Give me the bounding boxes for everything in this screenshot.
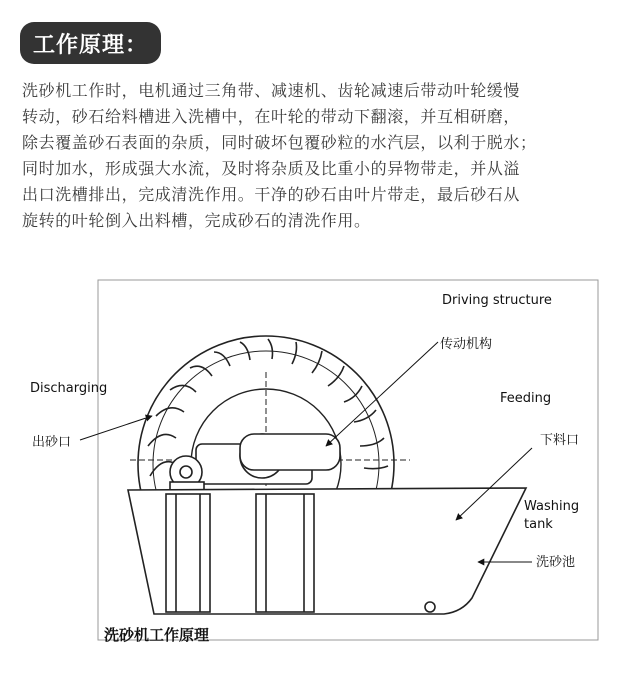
description-line: 除去覆盖砂石表面的杂质，同时破坏包覆砂粒的水汽层，以利于脱水； <box>22 133 537 152</box>
label-washing: Washing <box>524 499 580 514</box>
description-line: 转动，砂石给料槽进入洗槽中，在叶轮的带动下翻滚，并互相研磨， <box>22 107 521 126</box>
description-line: 出口洗槽排出，完成清洗作用。干净的砂石由叶片带走，最后砂石从 <box>22 185 521 204</box>
label-washing-tank-cn: 洗砂池 <box>536 555 576 570</box>
arrow-driving <box>326 342 438 446</box>
description-line: 同时加水，形成强大水流，及时将杂质及比重小的异物带走，并从溢 <box>22 159 521 178</box>
label-discharging-cn: 出砂口 <box>32 435 72 450</box>
label-feeding: Feeding <box>500 391 552 406</box>
label-tank: tank <box>524 517 553 532</box>
description-line: 旋转的叶轮倒入出料槽，完成砂石的清洗作用。 <box>22 211 371 230</box>
label-discharging: Discharging <box>30 381 108 396</box>
label-feeding-cn: 下料口 <box>540 433 580 448</box>
section-title: 工作原理： <box>32 32 148 58</box>
description-text <box>22 78 602 234</box>
label-driving-structure: Driving structure <box>442 293 552 308</box>
sand-washer-diagram <box>0 276 620 676</box>
label-driving-structure-cn: 传动机构 <box>440 337 493 352</box>
section-title-badge <box>20 22 161 64</box>
washing-tank <box>128 488 526 614</box>
diagram-caption: 洗砂机工作原理 <box>104 626 210 644</box>
description-line: 洗砂机工作时，电机通过三角带、减速机、齿轮减速后带动叶轮缓慢 <box>22 81 521 100</box>
